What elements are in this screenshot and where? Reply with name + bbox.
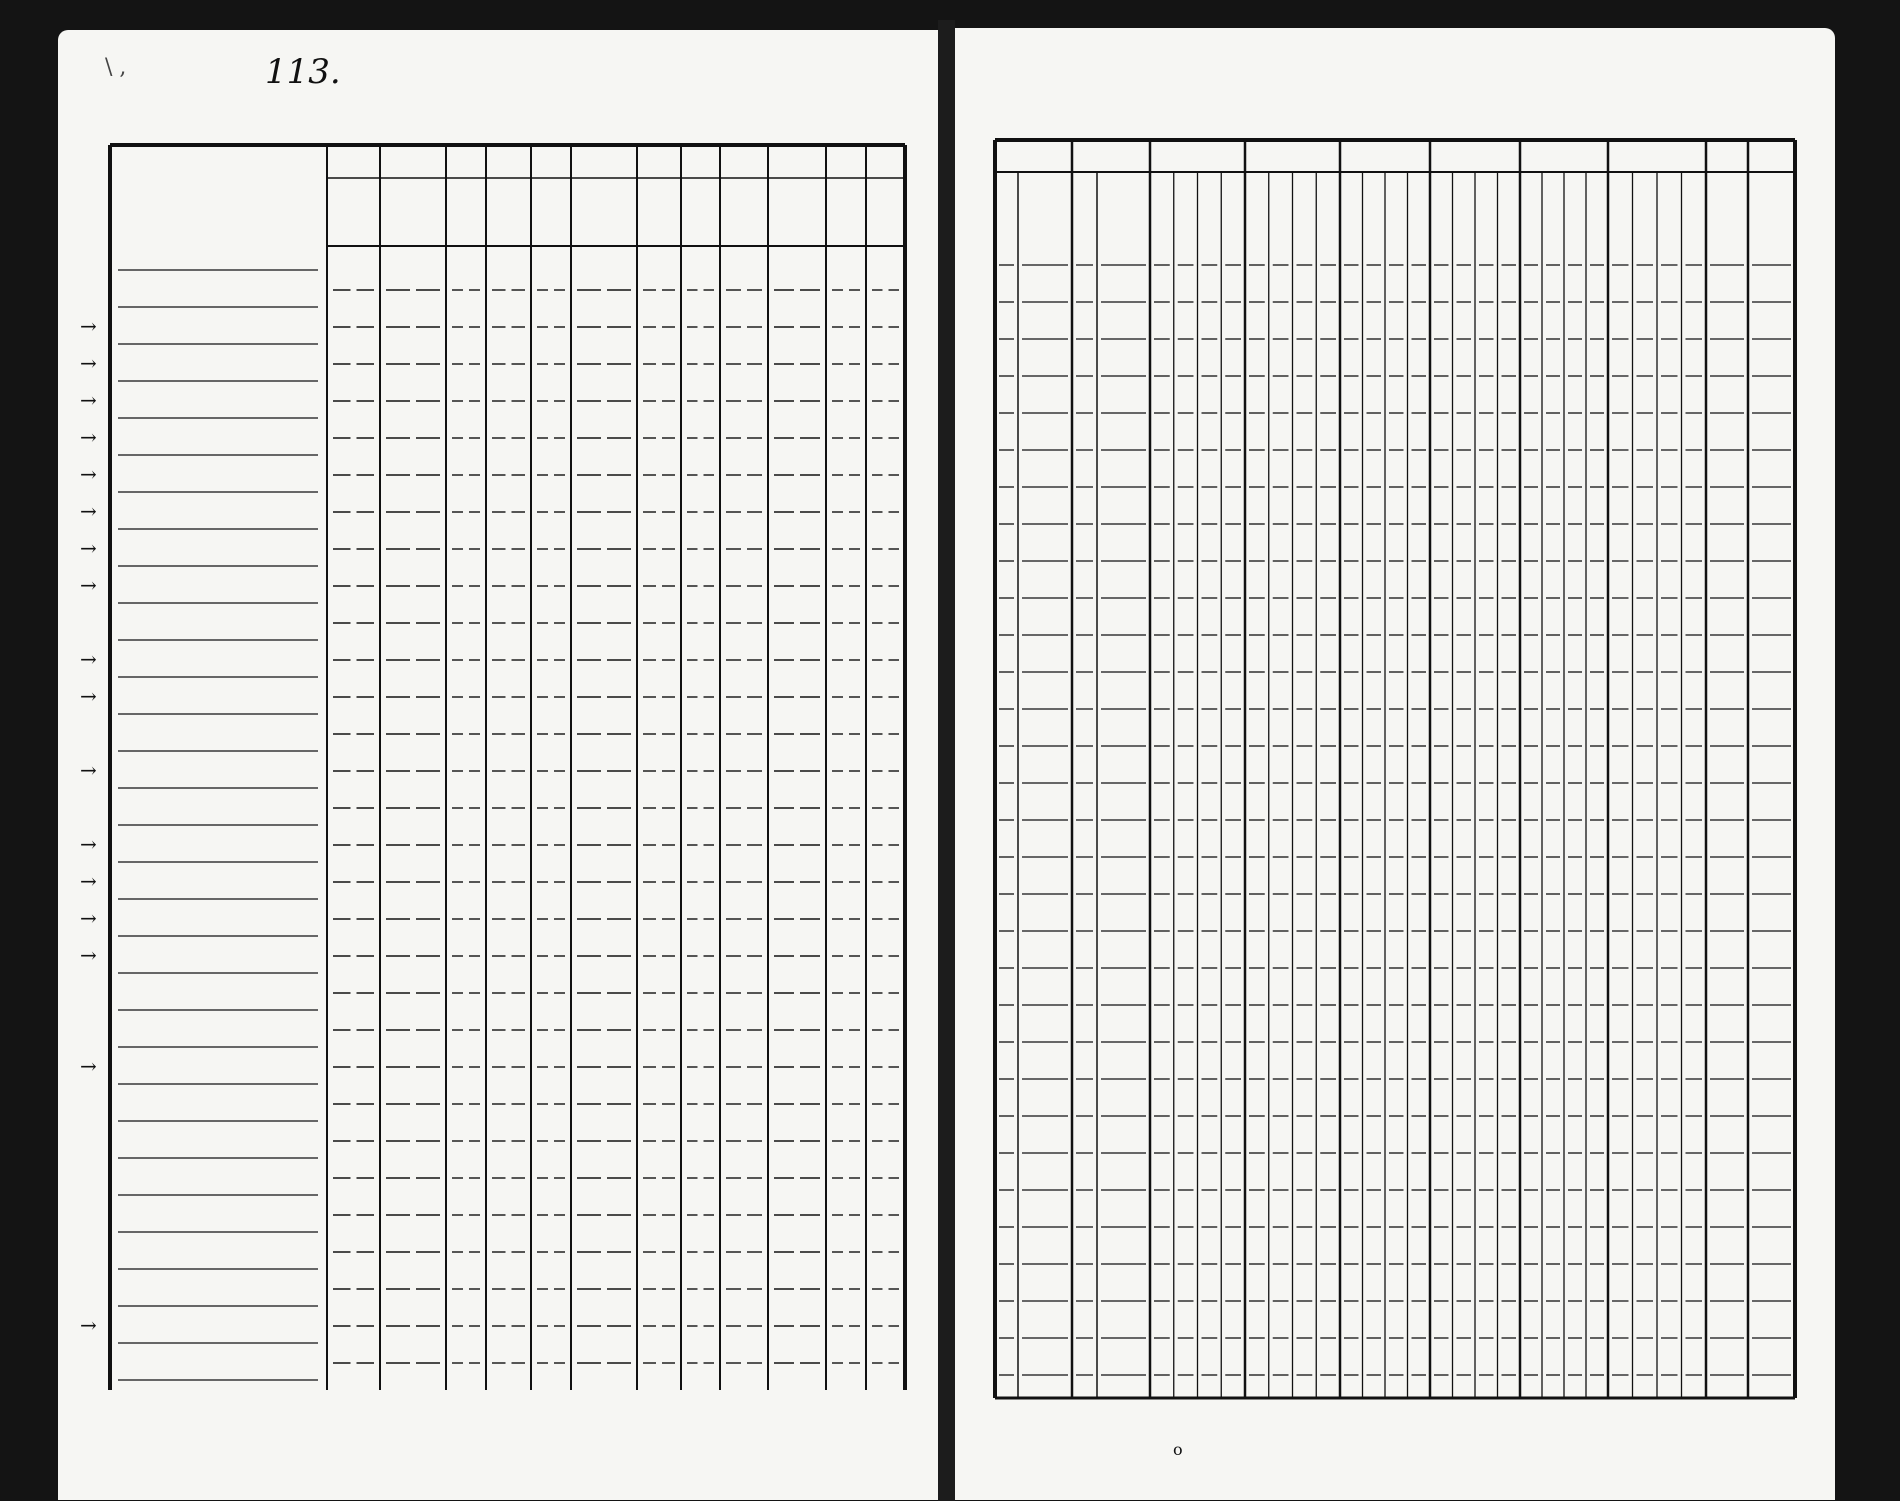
margin-arrow-icon: → bbox=[80, 1054, 97, 1078]
margin-arrow-icon: → bbox=[80, 388, 97, 412]
margin-arrow-icon: → bbox=[80, 758, 97, 782]
margin-arrow-icon: → bbox=[80, 351, 97, 375]
page-bottom-mark: o bbox=[1173, 1440, 1183, 1459]
corner-marks: \ , bbox=[105, 55, 127, 80]
margin-arrow-icon: → bbox=[80, 536, 97, 560]
margin-arrow-icon: → bbox=[80, 425, 97, 449]
margin-arrow-icon: → bbox=[80, 573, 97, 597]
margin-arrow-icon: → bbox=[80, 647, 97, 671]
margin-arrow-icon: → bbox=[80, 462, 97, 486]
margin-arrow-icon: → bbox=[80, 832, 97, 856]
folio-number: 113. bbox=[265, 52, 341, 92]
margin-arrow-icon: → bbox=[80, 499, 97, 523]
margin-arrow-icon: → bbox=[80, 1313, 97, 1337]
margin-arrow-icon: → bbox=[80, 906, 97, 930]
margin-arrow-icon: → bbox=[80, 684, 97, 708]
margin-arrow-icon: → bbox=[80, 314, 97, 338]
margin-arrow-icon: → bbox=[80, 943, 97, 967]
margin-arrow-icon: → bbox=[80, 869, 97, 893]
